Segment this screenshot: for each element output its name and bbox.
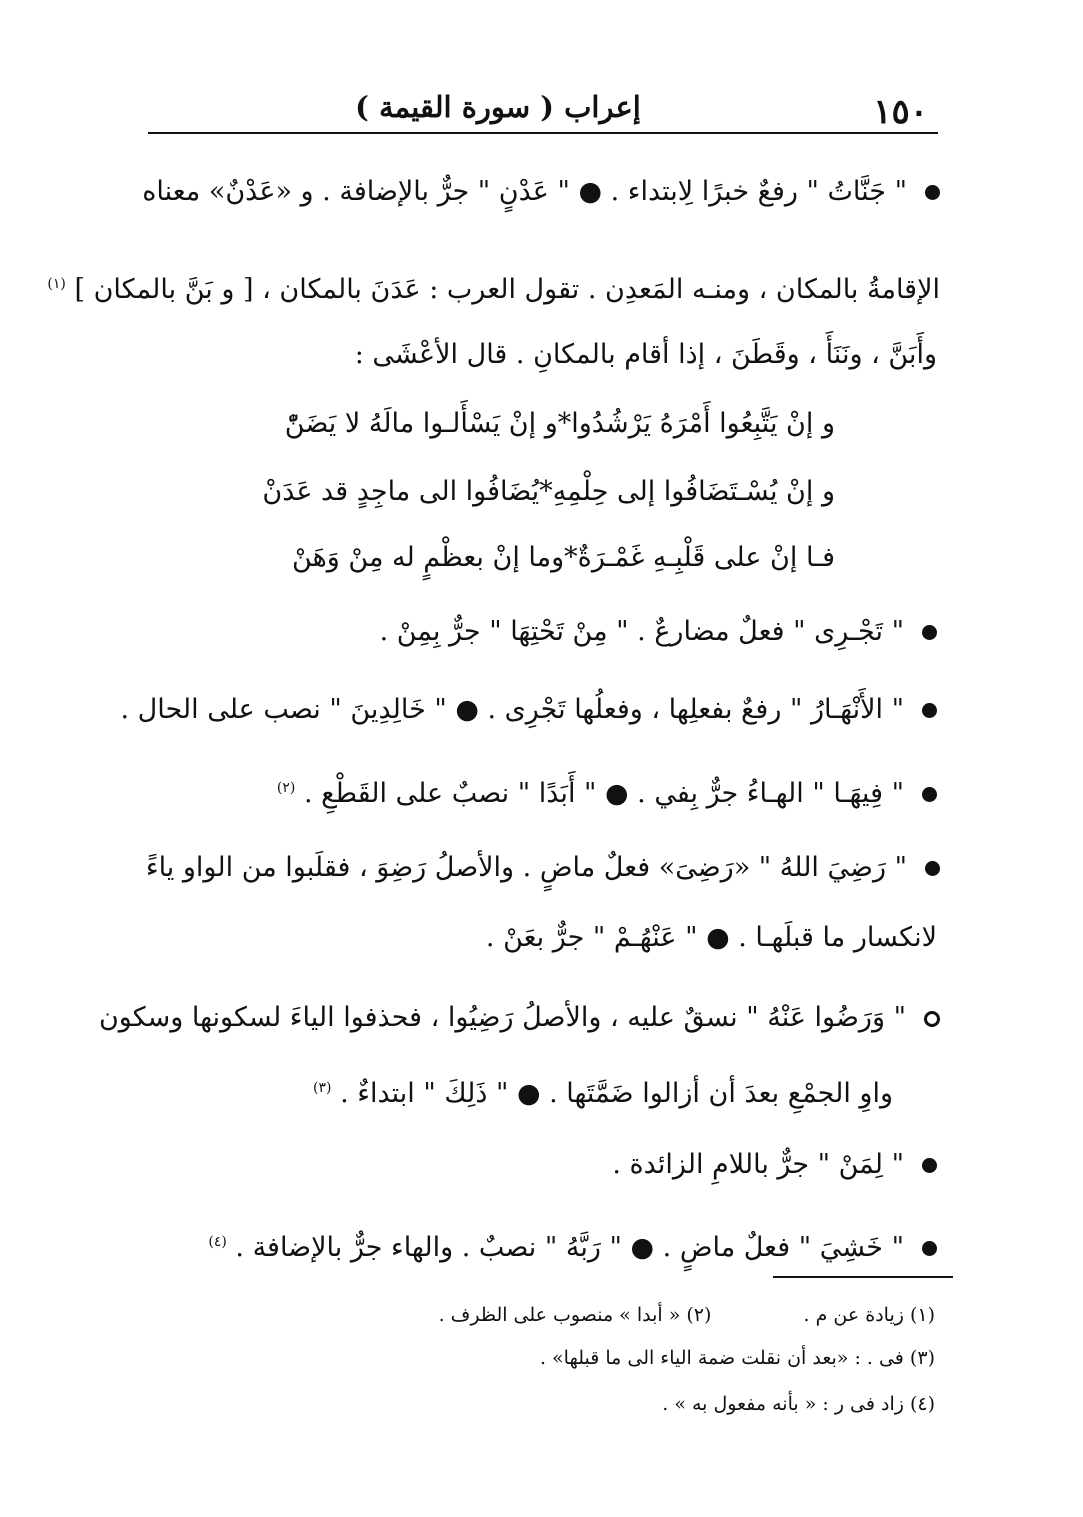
- verse-3-first-hemistich: فـا إنْ على قَلْبِـهِ غَمْـرَةٌ: [577, 542, 835, 573]
- page-number: ١٥٠: [873, 92, 928, 132]
- bullet-icon: [922, 1241, 937, 1256]
- body-line-7: " تَجْـرِى " فعلٌ مضارعٌ . " مِنْ تَحْتِهَا " جرٌّ بِمِنْ .: [380, 612, 937, 652]
- footnote-ref-1: (١): [47, 276, 66, 292]
- verse-3-second-hemistich: وما إنْ بعظْمٍ له مِنْ وَهَنْ: [291, 542, 565, 573]
- verse-line-1: [284, 404, 835, 444]
- bullet-icon: [922, 1158, 937, 1173]
- bullet-icon: [922, 787, 937, 802]
- body-line-2: الإقامةُ بالمكان ، ومنـه المَعدِن . تقول العرب : عَدَنَ بالمكان ، [ و بَنَّ بالمكان ] $^{(١)}$: [47, 274, 940, 305]
- verse-separator: *: [564, 542, 578, 573]
- footnote-3: (٣) فى . : «بعد أن نقلت ضمة الياء الى ما قبلها» .: [539, 1347, 935, 1369]
- body-line-1: " جَنَّاتُ " رفعٌ خبرًا لِابتداء . ● " عَدْنٍ " جرٌّ بالإضافة . و «عَدْنٌ» معناه: [195, 172, 940, 212]
- footnote-2: (٢) « أبدا » منصوب على الظرف .: [438, 1304, 712, 1326]
- verse-1-first-hemistich: و إنْ يَتَّبِعُوا أَمْرَهُ يَرْشُدُوا: [571, 408, 835, 439]
- bullet-icon: [925, 861, 940, 876]
- body-line-11: لانكسار ما قبلَهـا . ● " عَنْهُـمْ " جرٌّ بعَنْ .: [485, 922, 937, 953]
- footnote-4: (٤) زاد فى ر : « بأنه مفعول به » .: [662, 1393, 935, 1415]
- body-line-8: " الأَنْهَـارُ " رفعٌ بفعلِها ، وفعلُها تَجْرِى . ● " خَالِدِينَ " نصب على الحال .: [120, 690, 937, 730]
- body-line-13: واوِ الجمْعِ بعدَ أن أزالوا ضَمَّتَها . ● " ذَلِكَ " ابتداءٌ . $^{(٣)}$: [313, 1078, 893, 1109]
- page-header: [148, 86, 938, 134]
- verse-line-2: [262, 472, 835, 512]
- body-line-14: " لِمَنْ " جرٌّ باللامِ الزائدة .: [612, 1145, 937, 1185]
- verse-separator: *: [557, 408, 572, 439]
- bullet-icon: [924, 1011, 940, 1027]
- body-line-10: " رَضِيَ اللهُ " «رَضِىَ» فعلٌ ماضٍ . والأصلُ رَضِوَ ، فقلَبوا من الواو ياءً: [195, 848, 940, 888]
- bullet-icon: [922, 625, 937, 640]
- footnote-ref-3: (٣): [313, 1080, 332, 1096]
- body-line-3: وأَبَنَّ ، ونَنَأَ ، وقَطَنَ ، إذا أقام بالمكانِ . قال الأعْشَى :: [354, 339, 937, 370]
- verse-2-second-hemistich: يُضَافُوا الى ماجِدٍ قد عَدَنْ: [262, 476, 540, 507]
- body-line-15: " خَشِيَ " فعلٌ ماضٍ . ● " رَبَّهُ " نصبٌ . والهاء جرٌّ بالإضافة . $^{(٤)}$: [208, 1222, 937, 1268]
- footnote-line-1: [439, 1300, 935, 1330]
- footnote-ref-2: (٢): [276, 780, 296, 796]
- footnote-ref-4: (٤): [208, 1234, 227, 1250]
- bullet-icon: [925, 185, 940, 200]
- verse-line-3: [291, 538, 835, 578]
- body-line-9: " فِيهَـا " الهـاءُ جرٌّ بِفي . ● " أَبَدًا " نصبٌ على القَطْعِ . $^{(٢)}$: [277, 768, 937, 814]
- running-title: إعراب ( سورة القيمة ): [355, 90, 641, 124]
- verse-2-first-hemistich: و إنْ يُسْـتَضَافُوا إلى حِلْمِهِ: [552, 476, 835, 507]
- footnote-divider: [773, 1276, 953, 1278]
- verse-1-second-hemistich: و إنْ يَسْأَلـوا مالَهُ لا يَضَنّْ: [284, 408, 558, 439]
- footnote-1: (١) زيادة عن م .: [803, 1304, 935, 1326]
- body-line-12: " وَرَضُوا عَنْهُ " نسقٌ عليه ، والأصلُ رَضِيُوا ، فحذفوا الياءَ لسكونها وسكون: [195, 998, 940, 1038]
- verse-separator: *: [539, 476, 553, 507]
- bullet-icon: [922, 703, 937, 718]
